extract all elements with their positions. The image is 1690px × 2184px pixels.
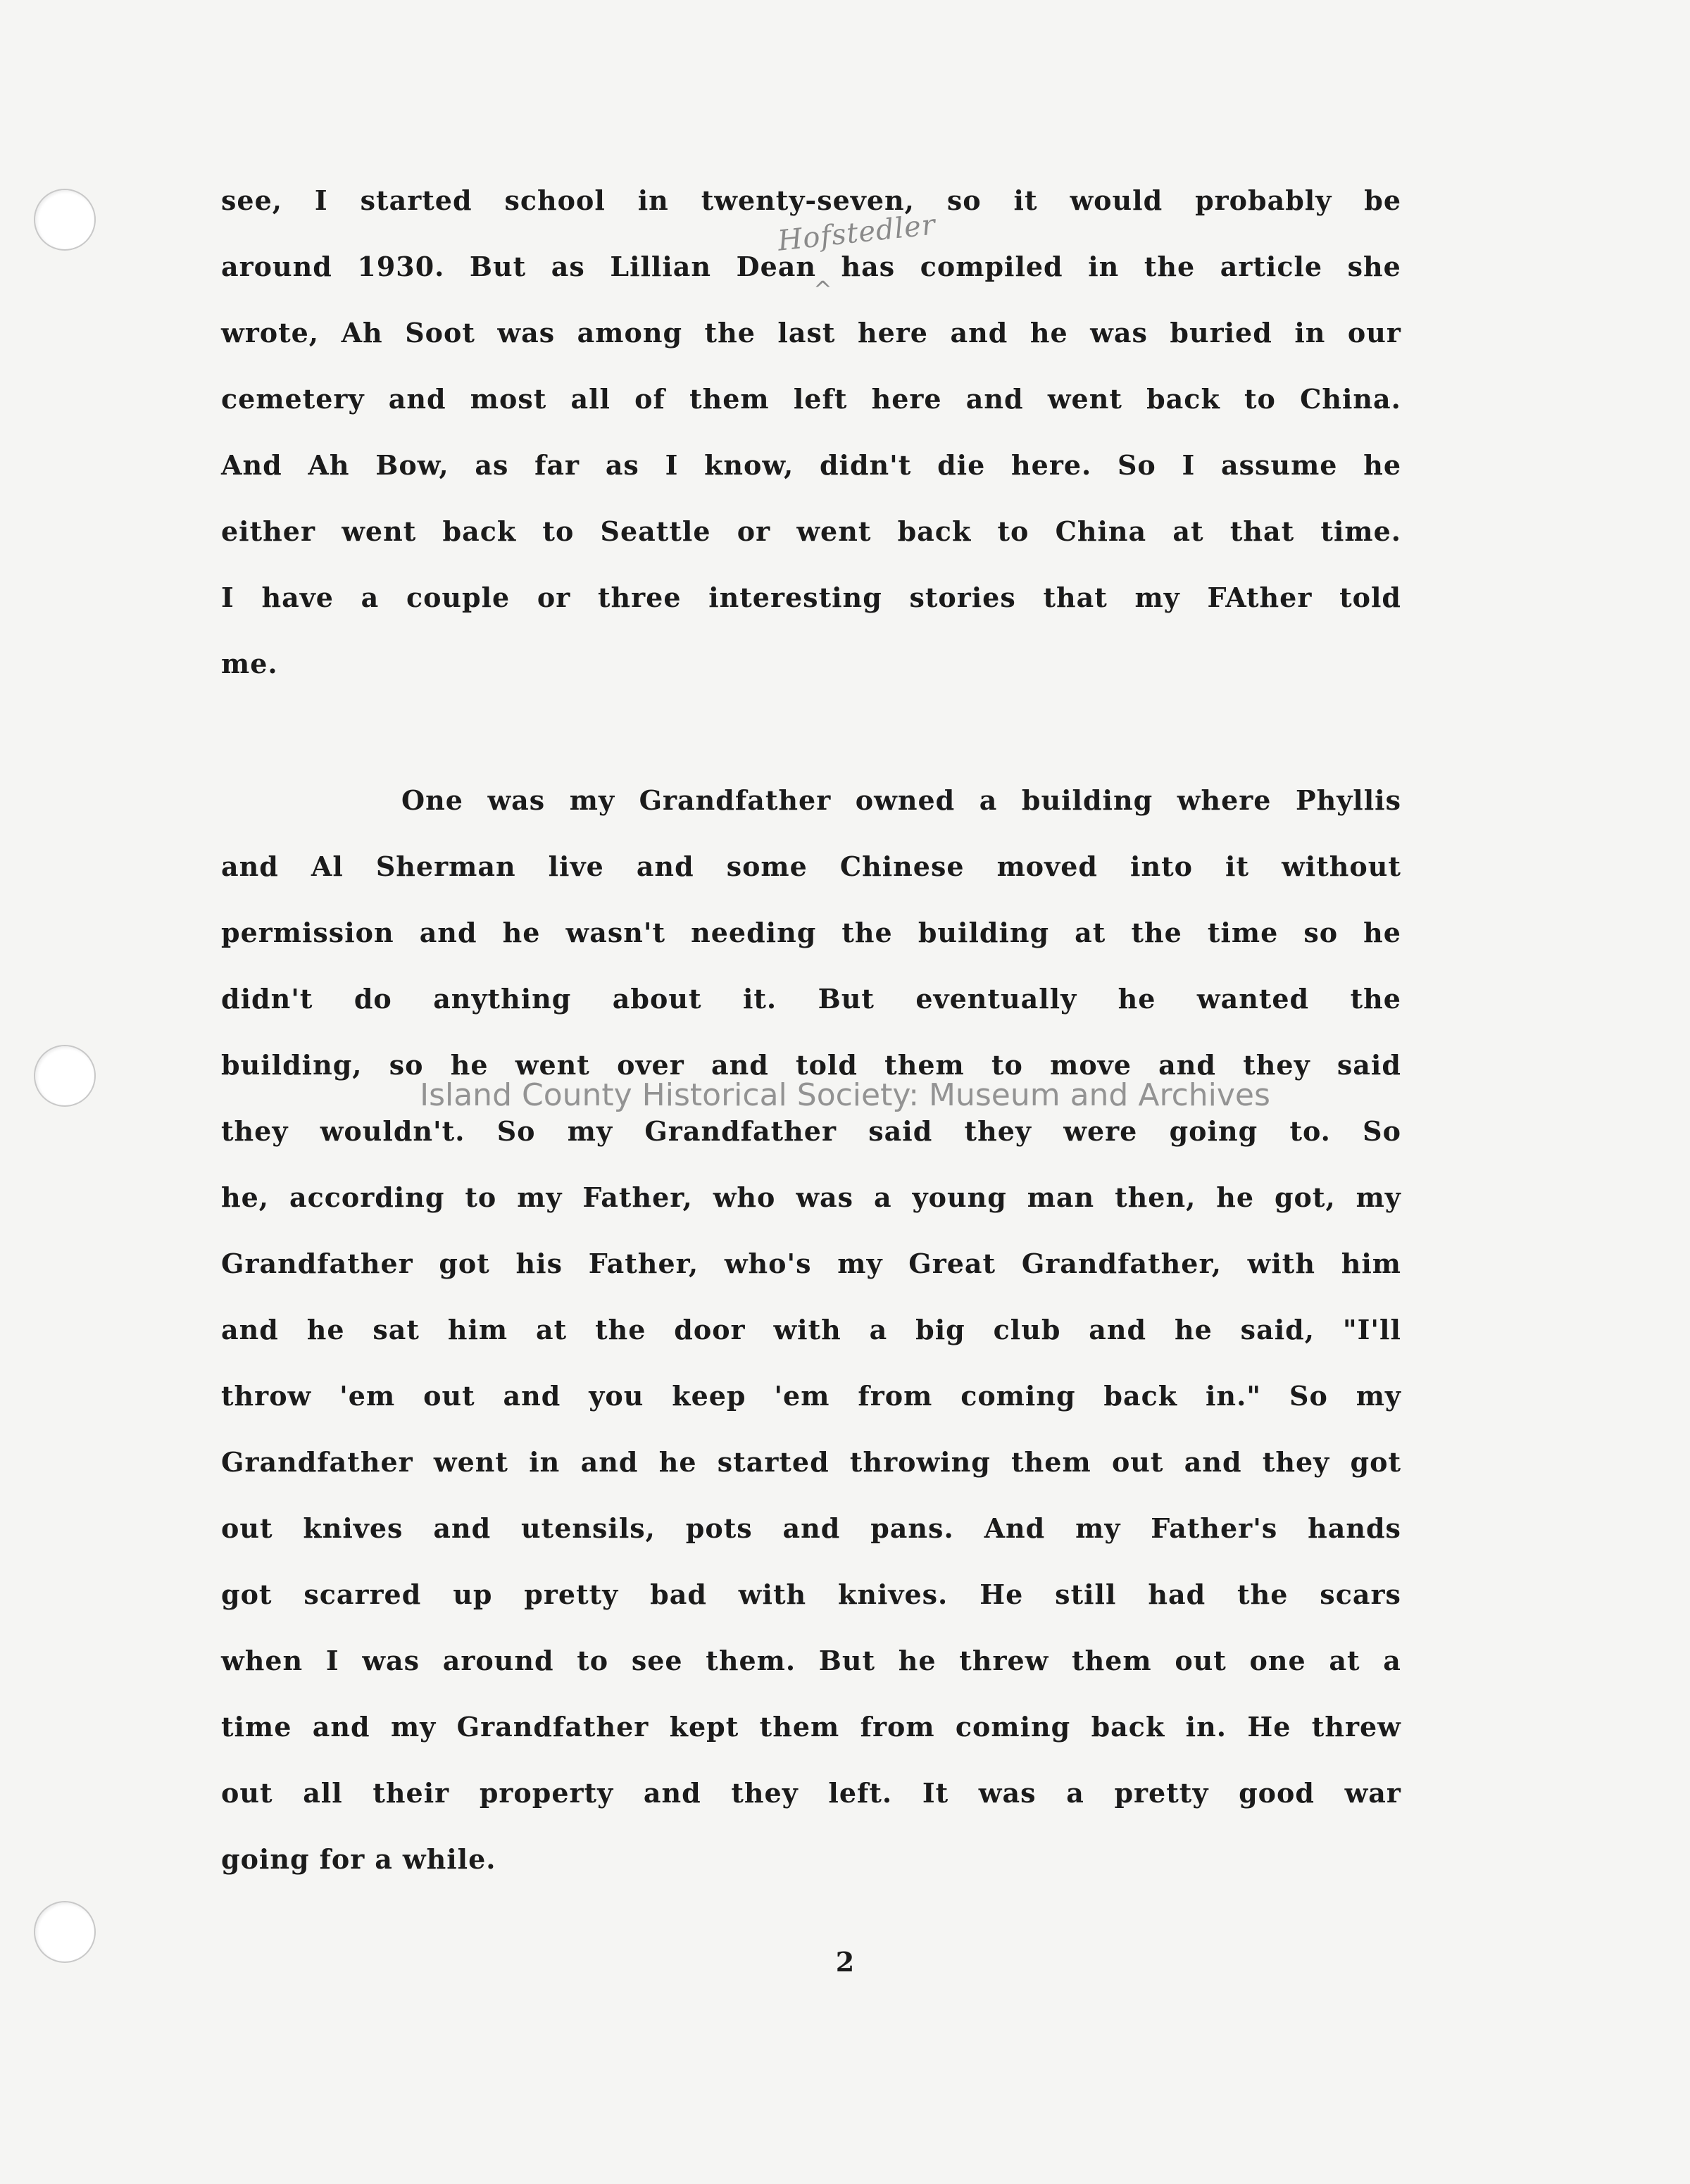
text-line: got scarred up pretty bad with knives. He still had the scars — [221, 1579, 1401, 1610]
archive-watermark: Island County Historical Society: Museum and Archives — [420, 1077, 1270, 1113]
text-line: I have a couple or three interesting stories that my FAther told — [221, 582, 1401, 613]
text-line: permission and he wasn't needing the building at the time so he — [221, 917, 1401, 948]
text-line: either went back to Seattle or went back to China at that time. — [221, 515, 1401, 547]
paragraph-1 — [221, 184, 1401, 714]
text-line: and Al Sherman live and some Chinese moved into it without — [221, 851, 1401, 882]
text-line: he, according to my Father, who was a young man then, he got, my — [221, 1181, 1401, 1213]
text-line: around 1930. But as Lillian Dean has compiled in the article she — [221, 251, 1401, 282]
text-line: out knives and utensils, pots and pans. And my Father's hands — [221, 1512, 1401, 1544]
handwritten-annotation: Hofstedler — [776, 208, 938, 258]
text-line: and he sat him at the door with a big club and he said, "I'll — [221, 1314, 1401, 1345]
text-line: wrote, Ah Soot was among the last here and he was buried in our — [221, 317, 1401, 349]
text-line: throw 'em out and you keep 'em from coming back in." So my — [221, 1380, 1401, 1412]
text-line: One was my Grandfather owned a building where Phyllis — [401, 784, 1401, 816]
text-line: me. — [221, 648, 278, 679]
punch-hole — [34, 189, 96, 251]
text-line: time and my Grandfather kept them from coming back in. He threw — [221, 1711, 1401, 1743]
text-line: didn't do anything about it. But eventually he wanted the — [221, 983, 1401, 1015]
text-line: Grandfather went in and he started throwing them out and they got — [221, 1446, 1401, 1478]
page-number: 2 — [835, 1946, 855, 1978]
paragraph-2 — [221, 784, 1401, 1909]
text-line: Grandfather got his Father, who's my Great Grandfather, with him — [221, 1248, 1401, 1279]
text-line: they wouldn't. So my Grandfather said they were going to. So — [221, 1115, 1401, 1147]
text-line: going for a while. — [221, 1843, 496, 1875]
text-line: see, I started school in twenty-seven, so it would probably be — [221, 184, 1401, 216]
text-line: building, so he went over and told them to move and they said — [221, 1049, 1401, 1081]
text-line: when I was around to see them. But he threw them out one at a — [221, 1645, 1401, 1676]
text-line: And Ah Bow, as far as I know, didn't die here. So I assume he — [221, 449, 1401, 481]
text-line: out all their property and they left. It was a pretty good war — [221, 1777, 1401, 1809]
insertion-caret: ^ — [813, 276, 832, 303]
text-line: cemetery and most all of them left here and went back to China. — [221, 383, 1401, 415]
